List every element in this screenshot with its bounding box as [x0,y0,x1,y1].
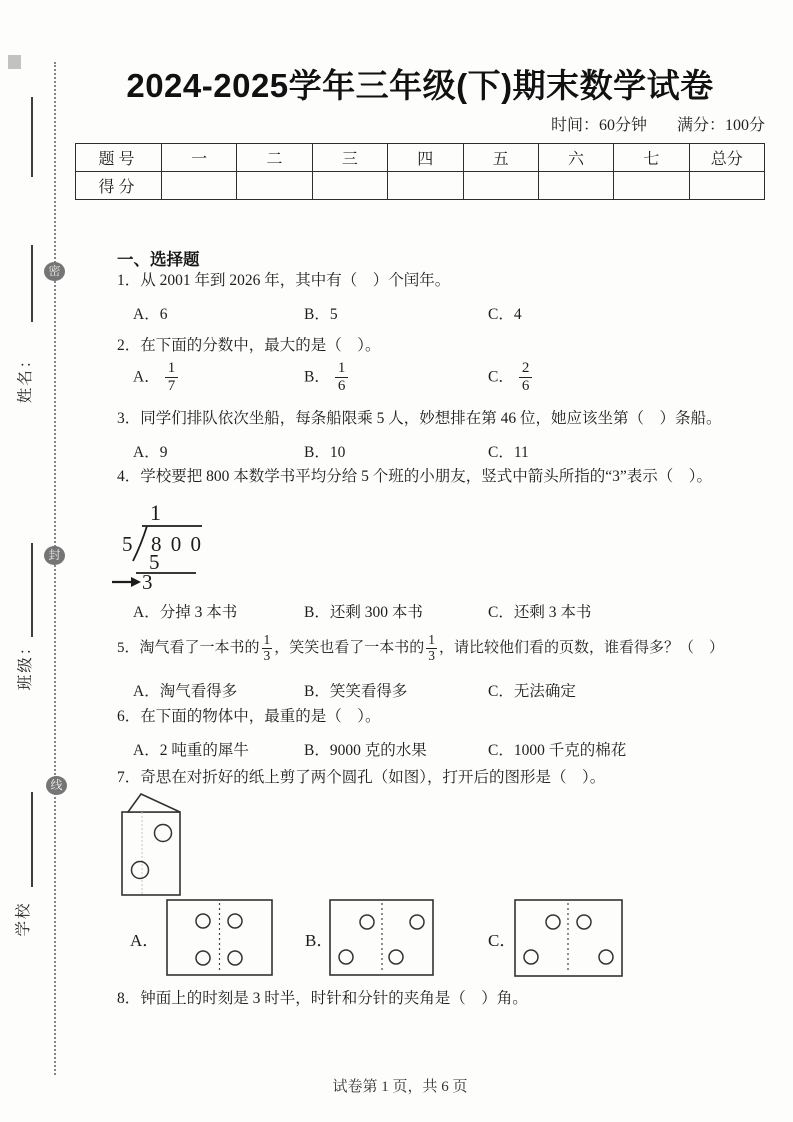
option-b: B．笑笑看得多 [304,683,408,700]
score-cell [689,172,764,200]
class-label: 班级： [17,637,34,691]
division-bracket [133,526,147,561]
seal-stamp-xian: 线 [46,776,67,795]
figure-option-c [515,900,622,976]
hole [577,915,591,929]
question-4: 4．学校要把 800 本数学书平均分给 5 个班的小朋友，竖式中箭头所指的“3”表示（ ）。 [117,468,713,485]
question-7: 7．奇思在对折好的纸上剪了两个圆孔（如图），打开后的图形是（ ）。 [117,769,606,786]
school-blank-line [31,792,33,887]
header-cell: 六 [538,144,613,172]
question-5-options [133,679,576,701]
score-cell [312,172,387,200]
option-b: B．9000 克的水果 [304,742,427,759]
section-heading: 一、选择题 [117,251,200,269]
punched-hole [155,825,172,842]
school-label: 学校 [15,901,32,937]
seal-stamp-mi: 密 [44,262,65,281]
figure-option-c-label: C． [488,931,517,950]
seal-stamp-feng: 封 [44,546,65,565]
score-cell [463,172,538,200]
hole [410,915,424,929]
hole [339,950,353,964]
score-cell [614,172,689,200]
seal-dotted-line [54,62,56,1075]
arrow-head-icon [131,577,141,587]
hole [599,950,613,964]
option-b: B．5 [304,306,338,323]
score-table [75,143,765,200]
score-cell [162,172,237,200]
fraction: $\frac{1}{7}$ [165,360,179,396]
page-footer: 试卷第 1 页，共 6 页 [332,1079,468,1095]
division-divisor: 5 [122,532,133,556]
question-8: 8．钟面上的时刻是 3 时半，时针和分针的夹角是（ ）角。 [117,990,528,1007]
question-6: 6．在下面的物体中，最重的是（ ）。 [117,708,381,725]
score-table-header-row [76,144,765,172]
division-subtrahend: 5 [149,550,160,574]
option-a: A．9 [133,444,168,461]
figure-option-a [167,900,272,975]
question-5: 5．淘气看了一本书的 $\frac{1}{3}$ ，笑笑也看了一本书的 $\frac{1}{3}$ ，请比较他们看的页数，谁看得多？（ ） [117,632,725,663]
exam-meta [75,112,765,135]
exam-full-score: 满分：100分 [676,117,765,134]
question-2-options [133,360,532,396]
option-c: C．还剩 3 本书 [488,604,592,621]
hole [360,915,374,929]
option-c: C．11 [488,444,529,461]
hole [389,950,403,964]
question-3-options [133,440,529,462]
question-6-options [133,738,626,760]
hole [196,914,210,928]
fraction: $\frac{1}{3}$ [428,632,436,663]
figure-option-b [330,900,433,975]
seal-blank-line [31,97,33,177]
option-c: C．1000 千克的棉花 [488,742,627,759]
header-cell: 三 [312,144,387,172]
question-1: 1．从 2001 年到 2026 年，其中有（ ）个闰年。 [117,272,451,289]
fraction: $\frac{2}{6}$ [519,360,533,396]
page-title: 2024-2025学年三年级(下)期末数学试卷 [126,67,714,104]
option-c: C．4 [488,306,522,323]
header-cell: 七 [614,144,689,172]
header-cell: 总分 [689,144,764,172]
question-3: 3．同学们排队依次坐船，每条船限乘 5 人，妙想排在第 46 位，她应该坐第（ ）条船。 [117,410,722,427]
option-b: B．还剩 300 本书 [304,604,423,621]
hole [228,914,242,928]
score-row-label: 得分 [76,172,162,200]
score-table-score-row [76,172,765,200]
division-dividend: 8 0 0 [151,532,203,556]
option-a: A．2 吨重的犀牛 [133,742,249,759]
long-division-figure [103,494,218,594]
option-b: B．10 [304,444,346,461]
header-cell: 五 [463,144,538,172]
option-c: C．无法确定 [488,683,576,700]
score-cell [388,172,463,200]
question-4-options [133,600,591,622]
hole [546,915,560,929]
fraction: $\frac{1}{3}$ [263,632,271,663]
question-1-options [133,302,522,324]
division-quotient: 1 [150,500,161,525]
option-a: A． $\frac{1}{7}$ [133,360,304,396]
folded-paper [122,794,180,895]
paper-folding-figure [112,789,628,983]
question-2: 2．在下面的分数中，最大的是（ ）。 [117,337,381,354]
figure-option-b-label: B． [305,931,334,950]
option-c: C． $\frac{2}{6}$ [488,360,532,396]
figure-option-a-label: A． [130,931,160,950]
option-a: A．6 [133,306,168,323]
header-cell: 四 [388,144,463,172]
option-a: A．分掉 3 本书 [133,604,238,621]
scan-corner-mark [8,55,21,69]
name-blank-line [31,245,33,322]
punched-hole [132,862,149,879]
division-remainder: 3 [142,570,153,594]
fraction: $\frac{1}{6}$ [335,360,349,396]
score-cell [237,172,312,200]
exam-time: 时间：60分钟 [550,117,647,134]
option-b: B． $\frac{1}{6}$ [304,360,488,396]
header-cell: 题号 [76,144,162,172]
header-cell: 二 [237,144,312,172]
hole [228,951,242,965]
score-cell [538,172,613,200]
option-a: A．淘气看得多 [133,683,238,700]
hole [524,950,538,964]
hole [196,951,210,965]
name-label: 姓名： [17,350,34,404]
header-cell: 一 [162,144,237,172]
